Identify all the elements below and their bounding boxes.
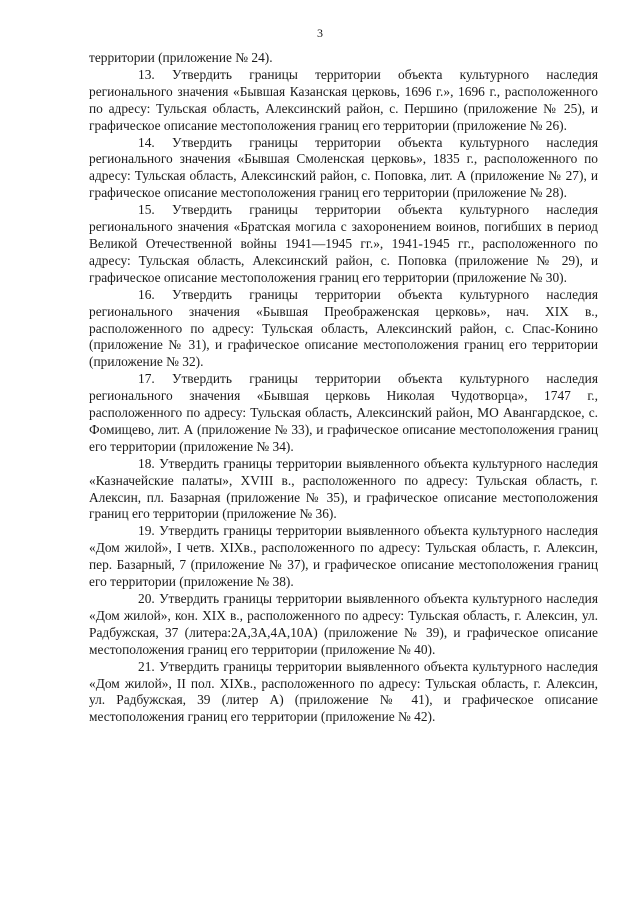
paragraph-item-18: 18. Утвердить границы территории выявленного объекта культурного наследия «Казначейские палаты», XVIII в., расположенного по адресу: Тульская область, г. Алексин, пл. Базарная (приложение № 35), и графическое описание местоположения границ его территории (приложение № 36).	[89, 455, 598, 522]
continuation-paragraph: территории (приложение № 24).	[89, 50, 273, 65]
document-body	[89, 50, 598, 726]
paragraph-item-17: 17. Утвердить границы территории объекта культурного наследия регионального значения «Бывшая церковь Николая Чудотворца», 1747 г., расположенного по адресу: Тульская область, Алексинский район, МО Авангардское, с. Фомищево, лит. А (приложение № 33), и графическое описание местоположения границ его территории (приложение № 34).	[89, 371, 598, 454]
paragraph-item-21: 21. Утвердить границы территории выявленного объекта культурного наследия «Дом жилой», II пол. XIXв., расположенного по адресу: Тульская область, г. Алексин, ул. Радбужская, 39 (литер А) (приложение № 41), и графическое описание местоположения границ его территории (приложение № 42).	[89, 658, 598, 725]
paragraph-item-13: 13. Утвердить границы территории объекта культурного наследия регионального значения «Бывшая Казанская церковь, 1696 г.», 1696 г., расположенного по адресу: Тульская область, Алексинский район, с. Першино (приложение № 25), и графическое описание местоположения границ его территории (приложение № 26).	[89, 66, 598, 133]
paragraph-item-15: 15. Утвердить границы территории объекта культурного наследия регионального значения «Братская могила с захоронением воинов, погибших в период Великой Отечественной войны 1941—1945 гг.», 1941-1945 гг., расположенного по адресу: Тульская область, Алексинский район, с. Поповка (приложение № 29), и графическое описание местоположения границ его территории (приложение № 30).	[89, 202, 598, 285]
paragraph-item-20: 20. Утвердить границы территории выявленного объекта культурного наследия «Дом жилой», кон. XIX в., расположенного по адресу: Тульская область, г. Алексин, ул. Радбужская, 37 (литера:2А,3А,4А,10А) (приложение № 39), и графическое описание местоположения границ его территории (приложение № 40).	[89, 591, 598, 657]
paragraph-item-14: 14. Утвердить границы территории объекта культурного наследия регионального значения «Бывшая Смоленская церковь», 1835 г., расположенного по адресу: Тульская область, Алексинский район, с. Поповка, лит. А (приложение № 27), и графическое описание местоположения границ его территории (приложение № 28).	[89, 134, 598, 201]
page-number: 3	[317, 26, 323, 40]
paragraph-item-19: 19. Утвердить границы территории выявленного объекта культурного наследия «Дом жилой», I четв. XIXв., расположенного по адресу: Тульская область, г. Алексин, пер. Базарный, 7 (приложение № 37), и графическое описание местоположения границ его территории (приложение № 38).	[89, 523, 598, 590]
paragraph-item-16: 16. Утвердить границы территории объекта культурного наследия регионального значения «Бывшая Преображенская церковь», нач. XIX в., расположенного по адресу: Тульская область, Алексинский район, с. Спас-Конино (приложение № 31), и графическое описание местоположения границ его территории (приложение № 32).	[89, 286, 598, 370]
